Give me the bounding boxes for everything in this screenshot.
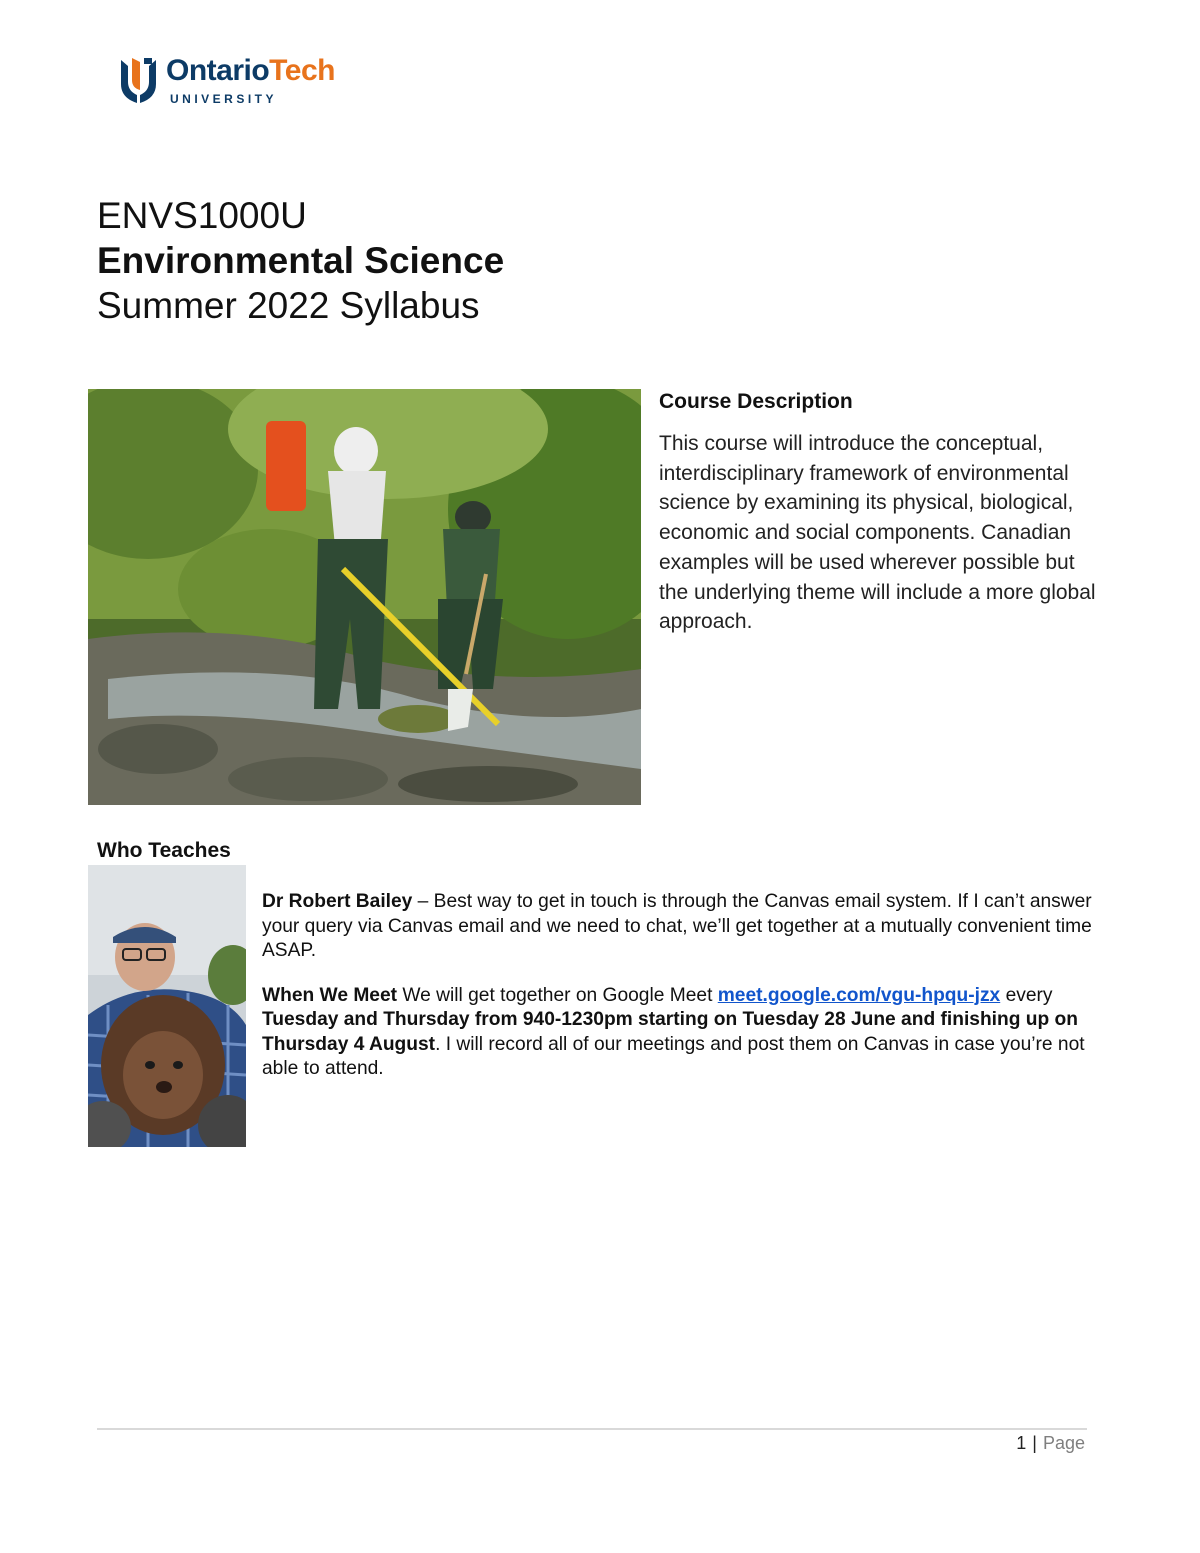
logo-wordmark: OntarioTech: [166, 54, 335, 87]
shield-logo-icon: [118, 54, 160, 106]
footer-separator: |: [1032, 1433, 1037, 1453]
instructor-photo: [88, 865, 246, 1147]
university-logo: [118, 54, 358, 110]
meeting-schedule: Tuesday and Thursday from 940-1230pm starting on Tuesday 28 June and finishing up on Thursday 4 August: [262, 1009, 1078, 1055]
who-teaches-heading: Who Teaches: [97, 839, 231, 862]
instructor-info: [262, 890, 1092, 1102]
meeting-tail-text: . I will record all of our meetings and post them on Canvas in case you’re not able to attend.: [262, 1033, 1085, 1079]
syllabus-title: [97, 193, 504, 328]
course-name: Environmental Science: [97, 240, 505, 281]
syllabus-term: Summer 2022 Syllabus: [97, 285, 480, 326]
page-label: Page: [1042, 1433, 1085, 1453]
course-description-body: This course will introduce the conceptual, interdisciplinary framework of environmental science by examining its physical, biological, economic and social components. Canadian examples will be used wherever possible but the underlying theme will include a more global approach.: [659, 432, 1096, 634]
instructor-contact-text: – Best way to get in touch is through the Canvas email system. If I can’t answer your query via Canvas email and we need to chat, we’ll get together at a mutually convenient time ASAP.: [262, 891, 1092, 961]
meeting-every-text: every: [1000, 984, 1053, 1006]
google-meet-link[interactable]: meet.google.com/vgu-hpqu-jzx: [717, 984, 1001, 1006]
page-footer: [1016, 1433, 1085, 1454]
meeting-paragraph: [262, 984, 1092, 1082]
meeting-intro-text: We will get together on Google Meet: [397, 984, 718, 1006]
logo-subtitle: UNIVERSITY: [170, 92, 278, 106]
page-number: 1: [1016, 1433, 1027, 1453]
instructor-name: Dr Robert Bailey: [262, 891, 413, 912]
instructor-contact-paragraph: [262, 890, 1092, 964]
course-description: [659, 389, 1099, 637]
meeting-heading: When We Meet: [262, 984, 398, 1006]
course-description-heading: Course Description: [659, 390, 853, 413]
footer-divider: [97, 1428, 1087, 1430]
course-code: ENVS1000U: [97, 195, 307, 236]
stream-fieldwork-photo: [88, 389, 641, 805]
